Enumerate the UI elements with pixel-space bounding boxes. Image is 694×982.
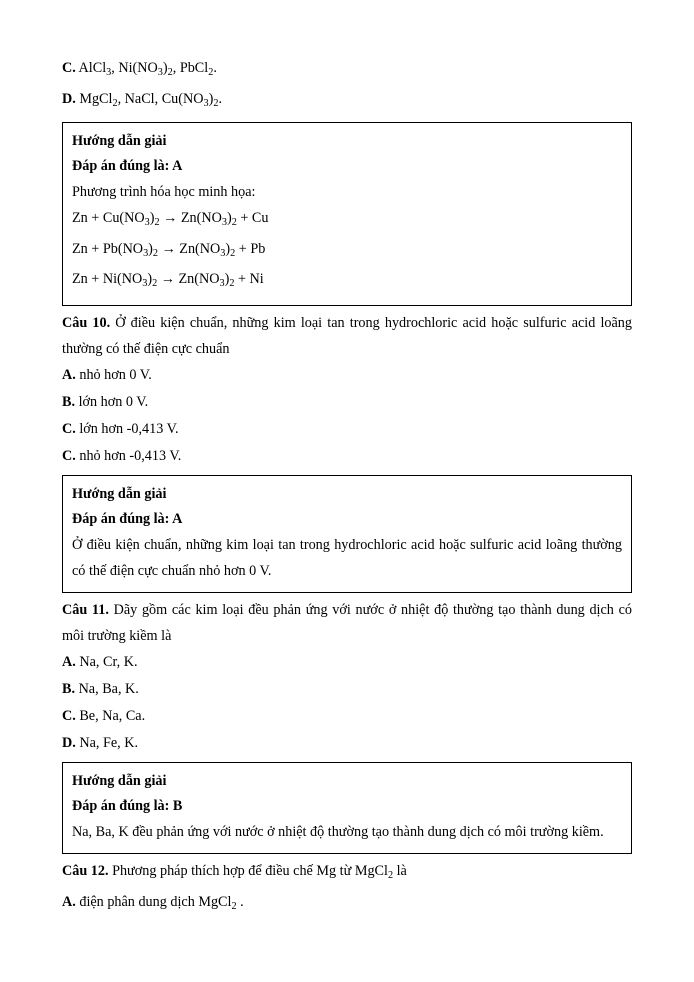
solution-heading: Hướng dẫn giải [72, 132, 167, 149]
option-text: nhỏ hơn -0,413 V. [75, 448, 182, 465]
equation-1: $Zn + Cu(NO_3)_2 \to Zn(NO_3)_2 + Cu$ [72, 209, 269, 228]
option-11-b [62, 676, 632, 703]
option-10-a [62, 362, 632, 389]
option-label: D. [62, 90, 76, 107]
question-label: Câu 12. [62, 863, 109, 880]
option-text: AlCl$_3$, $Ni(NO_3)_2$, PbCl$_2$. [75, 60, 217, 78]
option-label: D. [62, 735, 76, 752]
equation-2: $Zn + Pb(NO_3)_2 \to Zn(NO_3)_2 + Pb$ [72, 240, 266, 259]
question-11 [62, 597, 632, 649]
question-10 [62, 310, 632, 362]
option-label: C. [62, 708, 76, 725]
option-label: C. [62, 421, 76, 438]
option-d-top [62, 86, 632, 117]
solution-text: Na, Ba, K đều phản ứng với nước ở nhiệt độ thường tạo thành dung dịch có môi trường kiềm. [72, 824, 604, 841]
option-10-b [62, 389, 632, 416]
solution-box-11 [62, 762, 632, 854]
solution-heading: Hướng dẫn giải [72, 773, 167, 790]
solution-box-10 [62, 475, 632, 593]
option-label: A. [62, 894, 76, 911]
option-label: C. [62, 448, 76, 465]
solution-heading: Hướng dẫn giải [72, 486, 167, 503]
question-label: Câu 10. [62, 315, 111, 332]
option-c-top [62, 55, 632, 86]
solution-answer: Đáp án đúng là: A [72, 511, 183, 528]
option-label: C. [62, 60, 76, 76]
solution-answer: Đáp án đúng là: A [72, 157, 183, 174]
option-11-d [62, 730, 632, 757]
option-text: Na, Cr, K. [75, 654, 138, 671]
solution-answer: Đáp án đúng là: B [72, 798, 183, 815]
option-label: B. [62, 681, 76, 698]
question-text: Phương pháp thích hợp để điều chế Mg từ MgCl$_2$ là [108, 863, 407, 882]
option-11-a [62, 649, 632, 676]
option-label: B. [62, 394, 76, 411]
option-text: Na, Ba, K. [75, 681, 139, 698]
question-12 [62, 858, 632, 889]
option-12-a [62, 889, 632, 920]
option-label: A. [62, 654, 76, 671]
solution-box-9 [62, 122, 632, 307]
equation-3: $Zn + Ni(NO_3)_2 \to Zn(NO_3)_2 + Ni$ [72, 271, 264, 290]
question-label: Câu 11. [62, 602, 109, 619]
option-11-c [62, 703, 632, 730]
option-label: A. [62, 367, 76, 384]
solution-text: Ở điều kiện chuẩn, những kim loại tan trong hydrochloric acid hoặc sulfuric acid loãng thường có thế điện cực chuẩn nhỏ hơn 0 V. [72, 537, 622, 580]
option-10-c [62, 416, 632, 443]
question-text: Dãy gồm các kim loại đều phản ứng với nước ở nhiệt độ thường tạo thành dung dịch có môi trường kiềm là [62, 602, 632, 645]
option-text: lớn hơn -0,413 V. [75, 421, 179, 438]
option-text: Be, Na, Ca. [75, 708, 146, 725]
question-text: Ở điều kiện chuẩn, những kim loại tan trong hydrochloric acid hoặc sulfuric acid loãng thường có thế điện cực chuẩn [62, 315, 632, 358]
option-text: điện phân dung dịch MgCl$_2$ . [75, 894, 244, 913]
document-content [62, 55, 632, 920]
option-text: Na, Fe, K. [75, 735, 139, 752]
option-text: nhỏ hơn 0 V. [75, 367, 152, 384]
option-10-c2 [62, 443, 632, 470]
option-text: MgCl$_2$, NaCl, $Cu(NO_3)_2$. [75, 90, 222, 109]
option-text: lớn hơn 0 V. [75, 394, 149, 411]
solution-intro: Phương trình hóa học minh họa: [72, 183, 256, 200]
